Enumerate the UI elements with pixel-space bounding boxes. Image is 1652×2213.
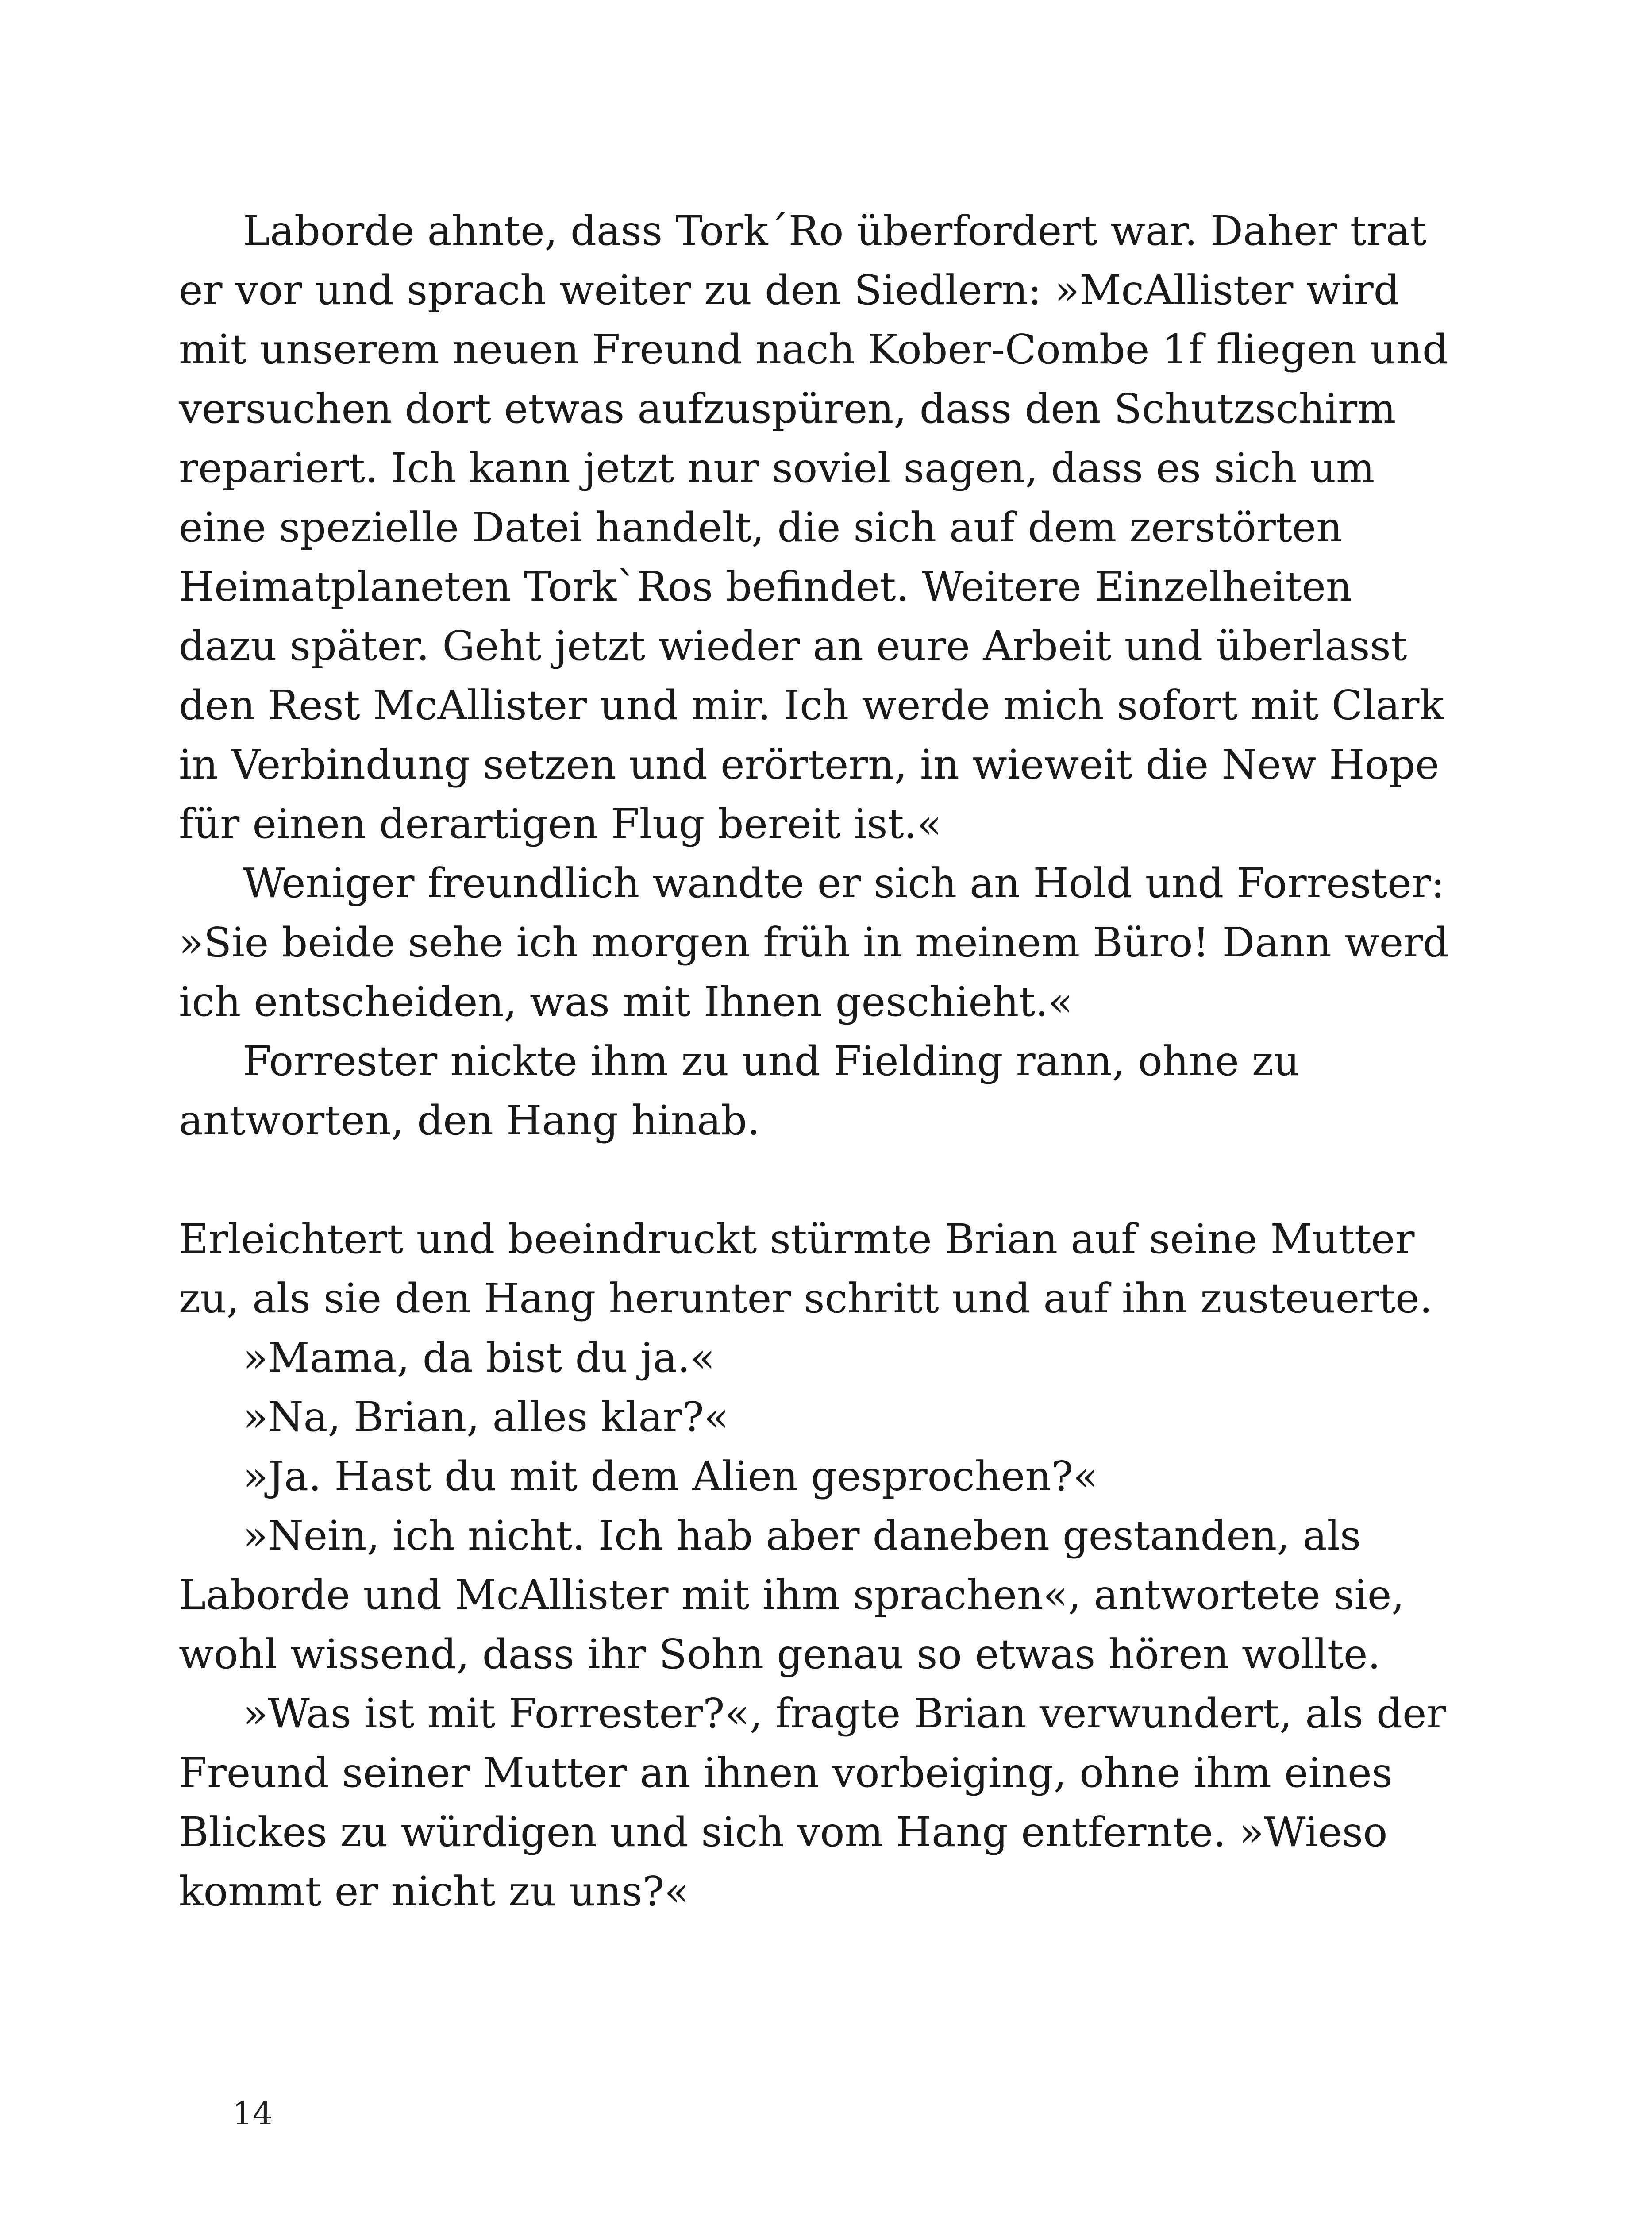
paragraph: »Ja. Hast du mit dem Alien gesprochen?« — [243, 1453, 1098, 1500]
paragraph: »Nein, ich nicht. Ich hab aber daneben gestanden, als Laborde und McAllister mit ihm sprachen«, antwortete sie, wohl wissend, dass ihr Sohn genau so etwas hören wollte. — [179, 1512, 1405, 1678]
body-text — [179, 201, 1462, 1921]
paragraph: Forrester nickte ihm zu und Fielding rann, ohne zu antworten, den Hang hinab. — [179, 1037, 1300, 1144]
page-number: 14 — [232, 2095, 273, 2132]
paragraph: »Na, Brian, alles klar?« — [243, 1393, 729, 1441]
paragraph: »Was ist mit Forrester?«, fragte Brian verwundert, als der Freund seiner Mutter an ihnen vorbeiging, ohne ihm eines Blickes zu würdigen und sich vom Hang entfernte. »Wieso kommt er nicht zu uns?« — [179, 1690, 1446, 1915]
paragraph: Laborde ahnte, dass Tork´Ro überfordert war. Daher trat er vor und sprach weiter zu den Siedlern: »McAllister wird mit unserem neuen Freund nach Kober-Combe 1f fliegen und versuchen dort etwas aufzuspüren, dass den Schutzschirm repariert. Ich kann jetzt nur soviel sagen, dass es sich um eine spezielle Datei handelt, die sich auf dem zerstörten Heimatplaneten Tork`Ros befindet. Weitere Einzelheiten dazu später. Geht jetzt wieder an eure Arbeit und überlasst den Rest McAllister und mir. Ich werde mich sofort mit Clark in Verbindung setzen und erörtern, in wieweit die New Hope für einen derartigen Flug bereit ist.« — [179, 207, 1448, 848]
paragraph: »Mama, da bist du ja.« — [243, 1334, 715, 1381]
paragraph: Weniger freundlich wandte er sich an Hold und Forrester: »Sie beide sehe ich morgen früh in meinem Büro! Dann werd ich entscheiden, was mit Ihnen geschieht.« — [179, 860, 1449, 1026]
section-break — [179, 1150, 1462, 1210]
paragraph: Erleichtert und beeindruckt stürmte Brian auf seine Mutter zu, als sie den Hang herunter schritt und auf ihn zusteuerte. — [179, 1215, 1433, 1322]
